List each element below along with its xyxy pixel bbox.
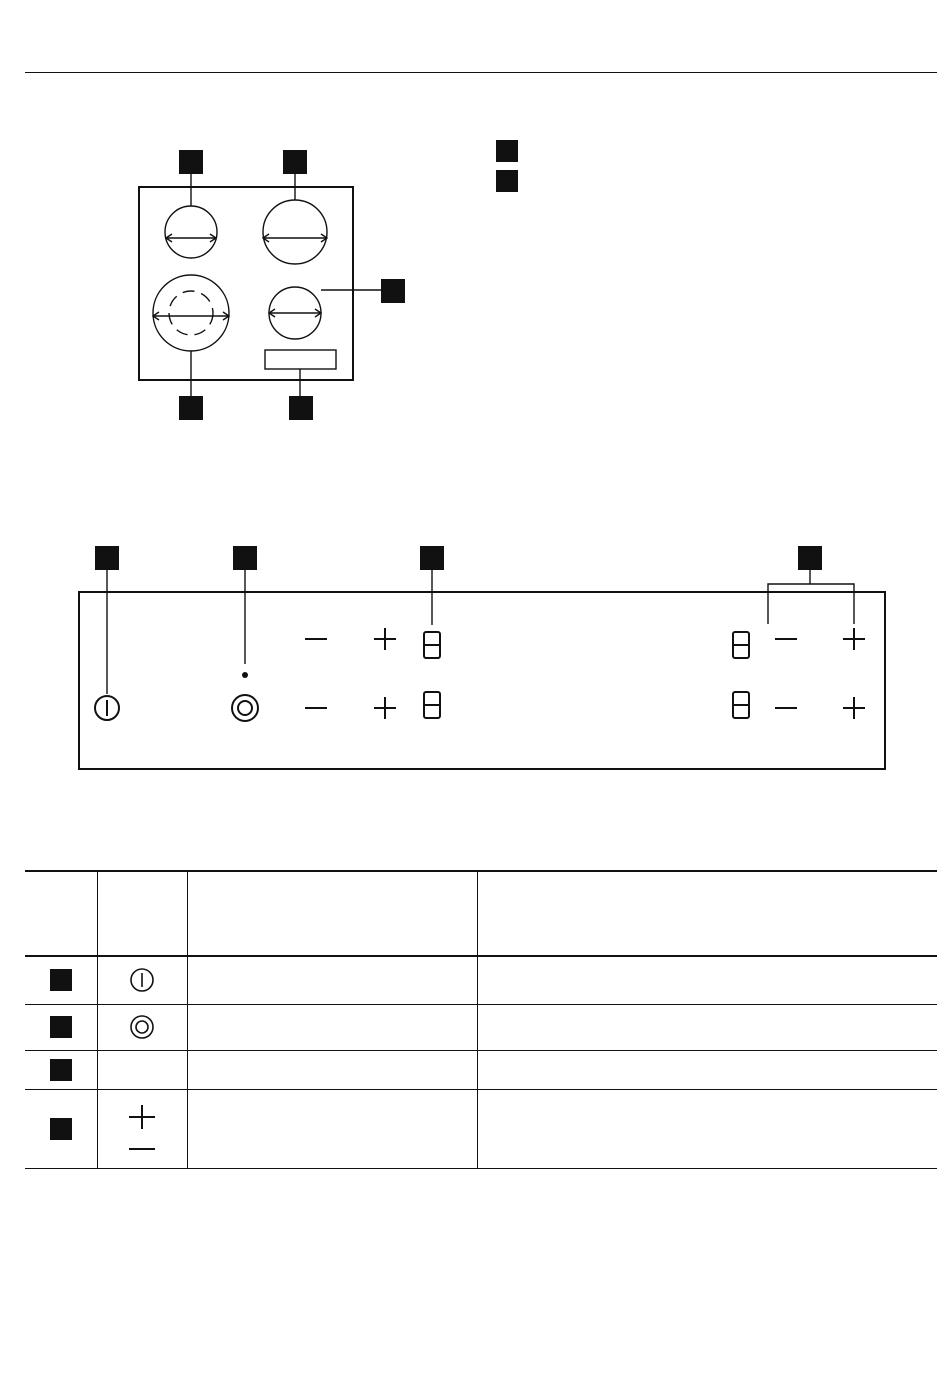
- callout-marker-2: [283, 150, 307, 174]
- function-cell: [187, 1089, 477, 1168]
- table-row: [25, 956, 937, 1004]
- description-cell: [477, 1004, 937, 1050]
- description-cell: [477, 956, 937, 1004]
- panel-marker-1: [95, 546, 119, 570]
- lock-icon: [129, 1014, 155, 1040]
- cooking-surface-diagram: [0, 0, 950, 430]
- header-cell: [477, 871, 937, 956]
- table-row: [25, 1050, 937, 1089]
- description-cell: [477, 1050, 937, 1089]
- panel-marker-3: [420, 546, 444, 570]
- control-panel-outline: [265, 350, 336, 369]
- cooking-zone-rear-right: [263, 200, 327, 264]
- cooking-zone-dual: [153, 275, 229, 351]
- callout-marker-1: [179, 150, 203, 174]
- operating-elements-table: [25, 870, 937, 1169]
- cooking-zone-front-left: [165, 206, 217, 258]
- on-off-icon: [129, 967, 155, 993]
- table-row: [25, 1089, 937, 1168]
- row-marker: [50, 969, 72, 991]
- header-cell: [97, 871, 187, 956]
- row-marker: [50, 1016, 72, 1038]
- control-panel-diagram: [0, 540, 950, 780]
- function-cell: [187, 956, 477, 1004]
- row-marker: [50, 1118, 72, 1140]
- callout-marker-4: [179, 396, 203, 420]
- panel-marker-4: [798, 546, 822, 570]
- legend-marker-2: [496, 170, 518, 192]
- on-off-icon: [95, 696, 119, 720]
- row-marker: [50, 1059, 72, 1081]
- callout-marker-3: [381, 279, 405, 303]
- header-cell: [25, 871, 97, 956]
- header-cell: [187, 871, 477, 956]
- function-cell: [187, 1050, 477, 1089]
- table-row: [25, 1004, 937, 1050]
- plus-minus-icon: [127, 1105, 157, 1153]
- legend-marker-1: [496, 140, 518, 162]
- function-cell: [187, 1004, 477, 1050]
- callout-marker-5: [289, 396, 313, 420]
- table-header-row: [25, 871, 937, 956]
- panel-marker-2: [233, 546, 257, 570]
- description-cell: [477, 1089, 937, 1168]
- lock-icon: [232, 695, 258, 721]
